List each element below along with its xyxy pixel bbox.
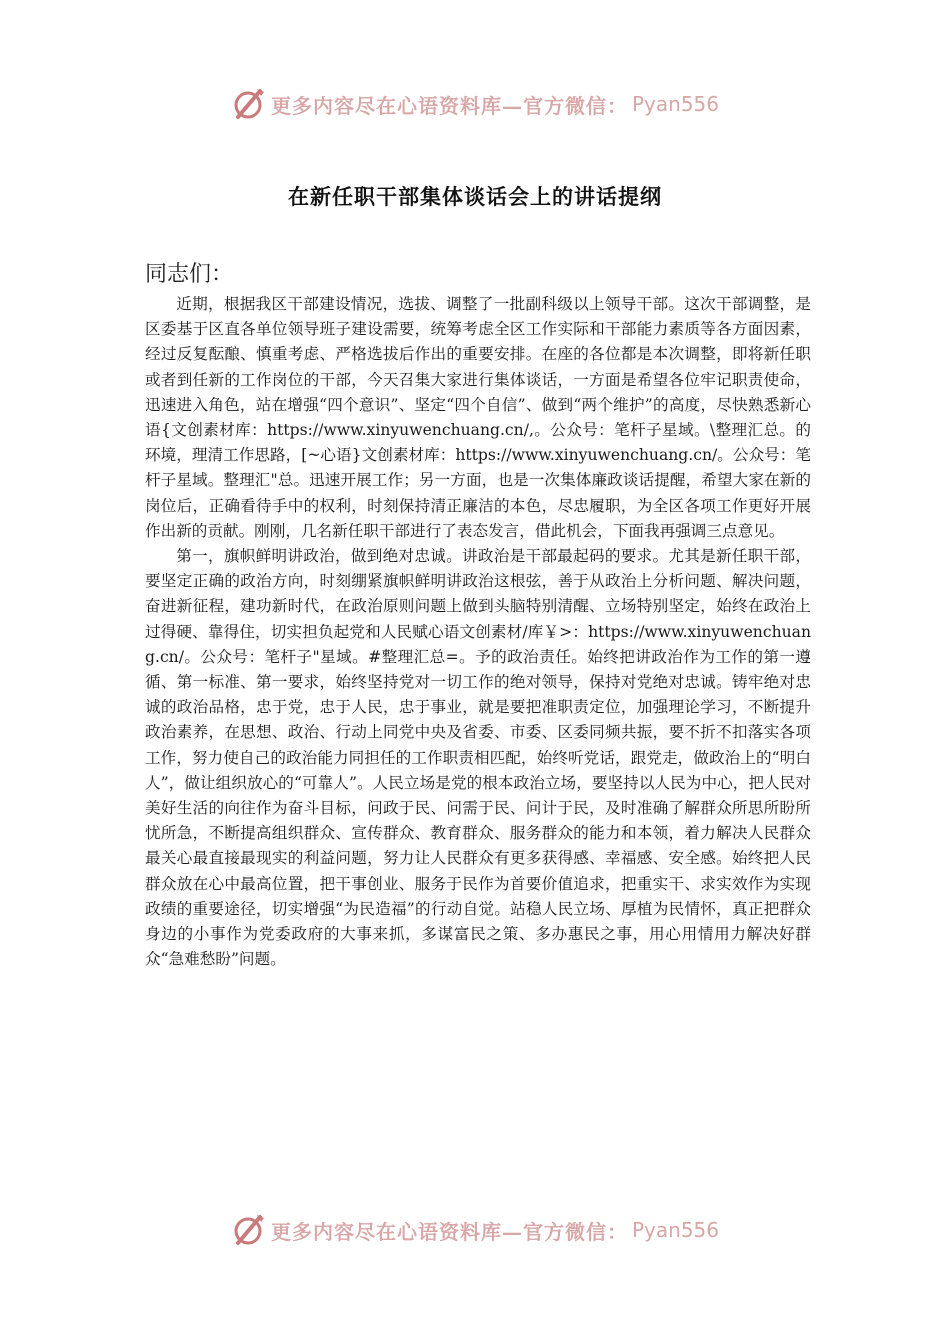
salutation: 同志们： <box>145 262 234 287</box>
brush-pen-logo-icon <box>231 1212 267 1248</box>
document-body <box>145 292 811 972</box>
document-title: 在新任职干部集体谈话会上的讲话提纲 <box>288 185 662 209</box>
header-watermark-banner <box>0 84 950 124</box>
brush-pen-logo-icon <box>231 86 267 122</box>
banner-wechat-id: Pyan556 <box>631 92 719 116</box>
footer-watermark-banner <box>0 1210 950 1250</box>
paragraph: 第一，旗帜鲜明讲政治，做到绝对忠诚。讲政治是干部最起码的要求。尤其是新任职干部，要坚定正确的政治方向，时刻绷紧旗帜鲜明讲政治这根弦，善于从政治上分析问题、解决问题，奋进新征程，建功新时代，在政治原则问题上做到头脑特别清醒、立场特别坚定，始终在政治上过得硬、靠得住，切实担负起党和人民赋心语文创素材/库￥>：https://www.xinyuwenchuang.cn/。公众号：笔杆子"星域。#整理汇总=。予的政治责任。始终把讲政治作为工作的第一遵循、第一标准、第一要求，始终坚持党对一切工作的绝对领导，保持对党绝对忠诚。铸牢绝对忠诚的政治品格，忠于党，忠于人民，忠于事业，就是要把准职责定位，加强理论学习，不断提升政治素养，在思想、政治、行动上同党中央及省委、市委、区委同频共振，要不折不扣落实各项工作，努力使自己的政治能力同担任的工作职责相匹配，始终听党话，跟党走，做政治上的“明白人”，做让组织放心的“可靠人”。人民立场是党的根本政治立场，要坚持以人民为中心，把人民对美好生活的向往作为奋斗目标，问政于民、问需于民、问计于民，及时准确了解群众所思所盼所忧所急，不断提高组织群众、宣传群众、教育群众、服务群众的能力和本领，着力解决人民群众最关心最直接最现实的利益问题，努力让人民群众有更多获得感、幸福感、安全感。始终把人民群众放在心中最高位置，把干事创业、服务于民作为首要价值追求，把重实干、求实效作为实现政绩的重要途径，切实增强“为民造福”的行动自觉。站稳人民立场、厚植为民情怀，真正把群众身边的小事作为党委政府的大事来抓，多谋富民之策、多办惠民之事，用心用情用力解决好群众“急难愁盼”问题。 <box>145 547 811 969</box>
banner-text: 更多内容尽在心语资料库—官方微信： <box>270 1219 628 1244</box>
banner-wechat-id: Pyan556 <box>631 1218 719 1242</box>
banner-text: 更多内容尽在心语资料库—官方微信： <box>270 93 628 118</box>
paragraph: 近期，根据我区干部建设情况，选拔、调整了一批副科级以上领导干部。这次干部调整，是区委基于区直各单位领导班子建设需要，统筹考虑全区工作实际和干部能力素质等各方面因素，经过反复酝酿、慎重考虑、严格选拔后作出的重要安排。在座的各位都是本次调整，即将新任职或者到任新的工作岗位的干部，今天召集大家进行集体谈话，一方面是希望各位牢记职责使命，迅速进入角色，站在增强“四个意识”、坚定“四个自信”、做到“两个维护”的高度，尽快熟悉新心语{文创素材库：https://www.xinyuwenchuang.cn/,。公众号：笔杆子星域。\整理汇总。的环境，理清工作思路，[~心语}文创素材库：https://www.xinyuwenchuang.cn/。公众号：笔杆子星域。整理汇"总。迅速开展工作；另一方面，也是一次集体廉政谈话提醒，希望大家在新的岗位后，正确看待手中的权利，时刻保持清正廉洁的本色，尽忠履职，为全区各项工作更好开展作出新的贡献。刚刚，几名新任职干部进行了表态发言，借此机会，下面我再强调三点意见。 <box>145 295 811 540</box>
